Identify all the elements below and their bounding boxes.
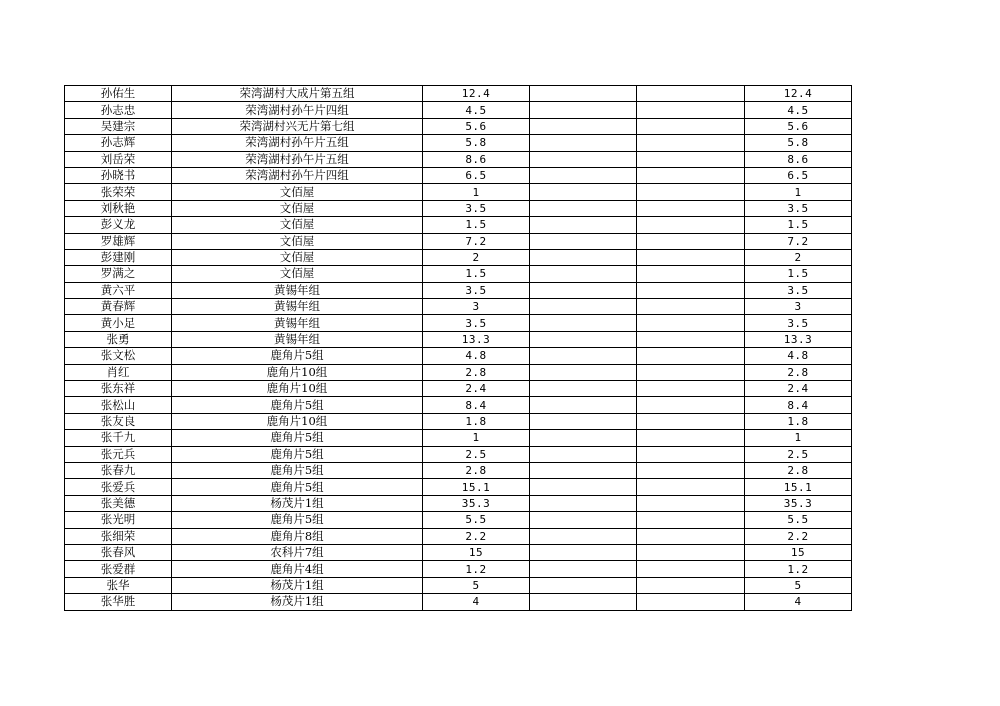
blank-cell-b [637, 430, 745, 446]
location-cell: 杨茂片1组 [172, 594, 423, 610]
location-cell: 鹿角片8组 [172, 528, 423, 544]
area-cell: 1.8 [423, 413, 530, 429]
location-cell: 农科片7组 [172, 544, 423, 560]
name-cell: 肖红 [65, 364, 172, 380]
blank-cell-b [637, 86, 745, 102]
table-row [65, 118, 852, 134]
blank-cell-b [637, 184, 745, 200]
table-row [65, 135, 852, 151]
location-cell: 荣湾湖村孙午片五组 [172, 151, 423, 167]
blank-cell-a [530, 86, 637, 102]
blank-cell-b [637, 200, 745, 216]
blank-cell-b [637, 233, 745, 249]
total-cell: 3.5 [745, 200, 852, 216]
table-row [65, 512, 852, 528]
total-cell: 2.4 [745, 381, 852, 397]
blank-cell-b [637, 364, 745, 380]
table-row [65, 282, 852, 298]
total-cell: 8.4 [745, 397, 852, 413]
table-row [65, 544, 852, 560]
area-cell: 1 [423, 430, 530, 446]
blank-cell-b [637, 167, 745, 183]
blank-cell-a [530, 184, 637, 200]
name-cell: 孙晓书 [65, 167, 172, 183]
area-cell: 3.5 [423, 200, 530, 216]
location-cell: 鹿角片5组 [172, 397, 423, 413]
blank-cell-a [530, 299, 637, 315]
table-row [65, 413, 852, 429]
location-cell: 文佰屋 [172, 217, 423, 233]
table-row [65, 249, 852, 265]
name-cell: 张松山 [65, 397, 172, 413]
total-cell: 13.3 [745, 331, 852, 347]
blank-cell-b [637, 331, 745, 347]
location-cell: 鹿角片5组 [172, 430, 423, 446]
blank-cell-b [637, 118, 745, 134]
table-row [65, 561, 852, 577]
blank-cell-b [637, 594, 745, 610]
table-row [65, 299, 852, 315]
blank-cell-a [530, 217, 637, 233]
total-cell: 4.8 [745, 348, 852, 364]
name-cell: 彭义龙 [65, 217, 172, 233]
blank-cell-a [530, 282, 637, 298]
name-cell: 刘岳荣 [65, 151, 172, 167]
table-row [65, 495, 852, 511]
blank-cell-b [637, 462, 745, 478]
table-row [65, 348, 852, 364]
area-cell: 13.3 [423, 331, 530, 347]
location-cell: 黄锡年组 [172, 315, 423, 331]
name-cell: 黄春辉 [65, 299, 172, 315]
total-cell: 1.8 [745, 413, 852, 429]
blank-cell-a [530, 413, 637, 429]
location-cell: 黄锡年组 [172, 282, 423, 298]
area-cell: 3.5 [423, 315, 530, 331]
name-cell: 孙志辉 [65, 135, 172, 151]
location-cell: 文佰屋 [172, 249, 423, 265]
blank-cell-b [637, 151, 745, 167]
blank-cell-a [530, 462, 637, 478]
total-cell: 1 [745, 184, 852, 200]
table-row [65, 151, 852, 167]
blank-cell-b [637, 544, 745, 560]
location-cell: 荣湾湖村孙午片四组 [172, 167, 423, 183]
name-cell: 刘秋艳 [65, 200, 172, 216]
area-cell: 4.5 [423, 102, 530, 118]
blank-cell-a [530, 266, 637, 282]
table-row [65, 86, 852, 102]
name-cell: 张友良 [65, 413, 172, 429]
name-cell: 张文松 [65, 348, 172, 364]
location-cell: 杨茂片1组 [172, 577, 423, 593]
blank-cell-a [530, 430, 637, 446]
table-row [65, 397, 852, 413]
location-cell: 荣湾湖村兴无片第七组 [172, 118, 423, 134]
blank-cell-b [637, 446, 745, 462]
total-cell: 2.8 [745, 364, 852, 380]
table-row [65, 364, 852, 380]
location-cell: 鹿角片5组 [172, 348, 423, 364]
total-cell: 1.5 [745, 266, 852, 282]
blank-cell-a [530, 528, 637, 544]
total-cell: 2.2 [745, 528, 852, 544]
total-cell: 6.5 [745, 167, 852, 183]
table-row [65, 479, 852, 495]
table-row [65, 430, 852, 446]
area-cell: 2.5 [423, 446, 530, 462]
area-cell: 5.5 [423, 512, 530, 528]
total-cell: 15 [745, 544, 852, 560]
total-cell: 5 [745, 577, 852, 593]
name-cell: 张荣荣 [65, 184, 172, 200]
location-cell: 荣湾湖村孙午片四组 [172, 102, 423, 118]
location-cell: 文佰屋 [172, 266, 423, 282]
name-cell: 张光明 [65, 512, 172, 528]
total-cell: 2.5 [745, 446, 852, 462]
location-cell: 文佰屋 [172, 200, 423, 216]
table-row [65, 167, 852, 183]
area-cell: 4 [423, 594, 530, 610]
blank-cell-a [530, 249, 637, 265]
location-cell: 杨茂片1组 [172, 495, 423, 511]
blank-cell-b [637, 102, 745, 118]
location-cell: 鹿角片5组 [172, 479, 423, 495]
area-cell: 2.8 [423, 462, 530, 478]
blank-cell-b [637, 217, 745, 233]
blank-cell-a [530, 479, 637, 495]
area-cell: 1.5 [423, 266, 530, 282]
blank-cell-b [637, 512, 745, 528]
blank-cell-a [530, 315, 637, 331]
name-cell: 黄小足 [65, 315, 172, 331]
area-cell: 2.4 [423, 381, 530, 397]
blank-cell-b [637, 479, 745, 495]
table-row [65, 315, 852, 331]
total-cell: 1.5 [745, 217, 852, 233]
table-row [65, 233, 852, 249]
name-cell: 张美德 [65, 495, 172, 511]
blank-cell-b [637, 413, 745, 429]
blank-cell-b [637, 381, 745, 397]
location-cell: 鹿角片10组 [172, 413, 423, 429]
blank-cell-b [637, 397, 745, 413]
total-cell: 2.8 [745, 462, 852, 478]
blank-cell-b [637, 282, 745, 298]
total-cell: 4.5 [745, 102, 852, 118]
name-cell: 张春风 [65, 544, 172, 560]
location-cell: 荣湾湖村大成片第五组 [172, 86, 423, 102]
name-cell: 张元兵 [65, 446, 172, 462]
blank-cell-b [637, 315, 745, 331]
blank-cell-b [637, 249, 745, 265]
blank-cell-a [530, 446, 637, 462]
location-cell: 鹿角片5组 [172, 512, 423, 528]
blank-cell-a [530, 397, 637, 413]
blank-cell-b [637, 299, 745, 315]
data-table [64, 85, 852, 611]
blank-cell-a [530, 167, 637, 183]
blank-cell-a [530, 364, 637, 380]
blank-cell-a [530, 151, 637, 167]
name-cell: 黄六平 [65, 282, 172, 298]
blank-cell-b [637, 577, 745, 593]
area-cell: 15 [423, 544, 530, 560]
total-cell: 35.3 [745, 495, 852, 511]
area-cell: 1 [423, 184, 530, 200]
blank-cell-a [530, 495, 637, 511]
blank-cell-a [530, 577, 637, 593]
name-cell: 张勇 [65, 331, 172, 347]
name-cell: 张华胜 [65, 594, 172, 610]
location-cell: 鹿角片10组 [172, 364, 423, 380]
area-cell: 7.2 [423, 233, 530, 249]
total-cell: 5.5 [745, 512, 852, 528]
area-cell: 5.6 [423, 118, 530, 134]
location-cell: 鹿角片5组 [172, 462, 423, 478]
total-cell: 2 [745, 249, 852, 265]
blank-cell-a [530, 594, 637, 610]
location-cell: 鹿角片10组 [172, 381, 423, 397]
blank-cell-a [530, 135, 637, 151]
blank-cell-a [530, 544, 637, 560]
blank-cell-b [637, 561, 745, 577]
name-cell: 张爱群 [65, 561, 172, 577]
area-cell: 2.8 [423, 364, 530, 380]
blank-cell-b [637, 528, 745, 544]
total-cell: 3.5 [745, 282, 852, 298]
name-cell: 张春九 [65, 462, 172, 478]
total-cell: 1.2 [745, 561, 852, 577]
table-row [65, 184, 852, 200]
area-cell: 8.4 [423, 397, 530, 413]
location-cell: 黄锡年组 [172, 331, 423, 347]
blank-cell-a [530, 331, 637, 347]
name-cell: 张千九 [65, 430, 172, 446]
blank-cell-b [637, 348, 745, 364]
area-cell: 35.3 [423, 495, 530, 511]
name-cell: 彭建刚 [65, 249, 172, 265]
area-cell: 15.1 [423, 479, 530, 495]
table-row [65, 200, 852, 216]
location-cell: 文佰屋 [172, 233, 423, 249]
area-cell: 3.5 [423, 282, 530, 298]
area-cell: 2 [423, 249, 530, 265]
total-cell: 8.6 [745, 151, 852, 167]
table-row [65, 462, 852, 478]
location-cell: 鹿角片4组 [172, 561, 423, 577]
name-cell: 孙佑生 [65, 86, 172, 102]
total-cell: 5.6 [745, 118, 852, 134]
name-cell: 张细荣 [65, 528, 172, 544]
blank-cell-a [530, 118, 637, 134]
table-row [65, 528, 852, 544]
table-row [65, 331, 852, 347]
blank-cell-a [530, 200, 637, 216]
area-cell: 12.4 [423, 86, 530, 102]
name-cell: 罗满之 [65, 266, 172, 282]
area-cell: 2.2 [423, 528, 530, 544]
location-cell: 文佰屋 [172, 184, 423, 200]
table-row [65, 217, 852, 233]
blank-cell-a [530, 561, 637, 577]
blank-cell-a [530, 381, 637, 397]
area-cell: 6.5 [423, 167, 530, 183]
area-cell: 5 [423, 577, 530, 593]
blank-cell-a [530, 512, 637, 528]
name-cell: 罗雄辉 [65, 233, 172, 249]
blank-cell-b [637, 135, 745, 151]
blank-cell-a [530, 102, 637, 118]
table-row [65, 266, 852, 282]
name-cell: 吴建宗 [65, 118, 172, 134]
location-cell: 黄锡年组 [172, 299, 423, 315]
table-row [65, 577, 852, 593]
blank-cell-b [637, 495, 745, 511]
area-cell: 3 [423, 299, 530, 315]
table-body [65, 86, 852, 611]
total-cell: 3 [745, 299, 852, 315]
name-cell: 张爱兵 [65, 479, 172, 495]
total-cell: 7.2 [745, 233, 852, 249]
table-row [65, 446, 852, 462]
area-cell: 1.5 [423, 217, 530, 233]
total-cell: 4 [745, 594, 852, 610]
total-cell: 3.5 [745, 315, 852, 331]
location-cell: 荣湾湖村孙午片五组 [172, 135, 423, 151]
total-cell: 5.8 [745, 135, 852, 151]
table-row [65, 594, 852, 610]
area-cell: 5.8 [423, 135, 530, 151]
total-cell: 15.1 [745, 479, 852, 495]
location-cell: 鹿角片5组 [172, 446, 423, 462]
blank-cell-a [530, 233, 637, 249]
blank-cell-a [530, 348, 637, 364]
total-cell: 12.4 [745, 86, 852, 102]
name-cell: 张东祥 [65, 381, 172, 397]
table-row [65, 381, 852, 397]
total-cell: 1 [745, 430, 852, 446]
area-cell: 4.8 [423, 348, 530, 364]
area-cell: 1.2 [423, 561, 530, 577]
name-cell: 孙志忠 [65, 102, 172, 118]
table-row [65, 102, 852, 118]
blank-cell-b [637, 266, 745, 282]
area-cell: 8.6 [423, 151, 530, 167]
name-cell: 张华 [65, 577, 172, 593]
